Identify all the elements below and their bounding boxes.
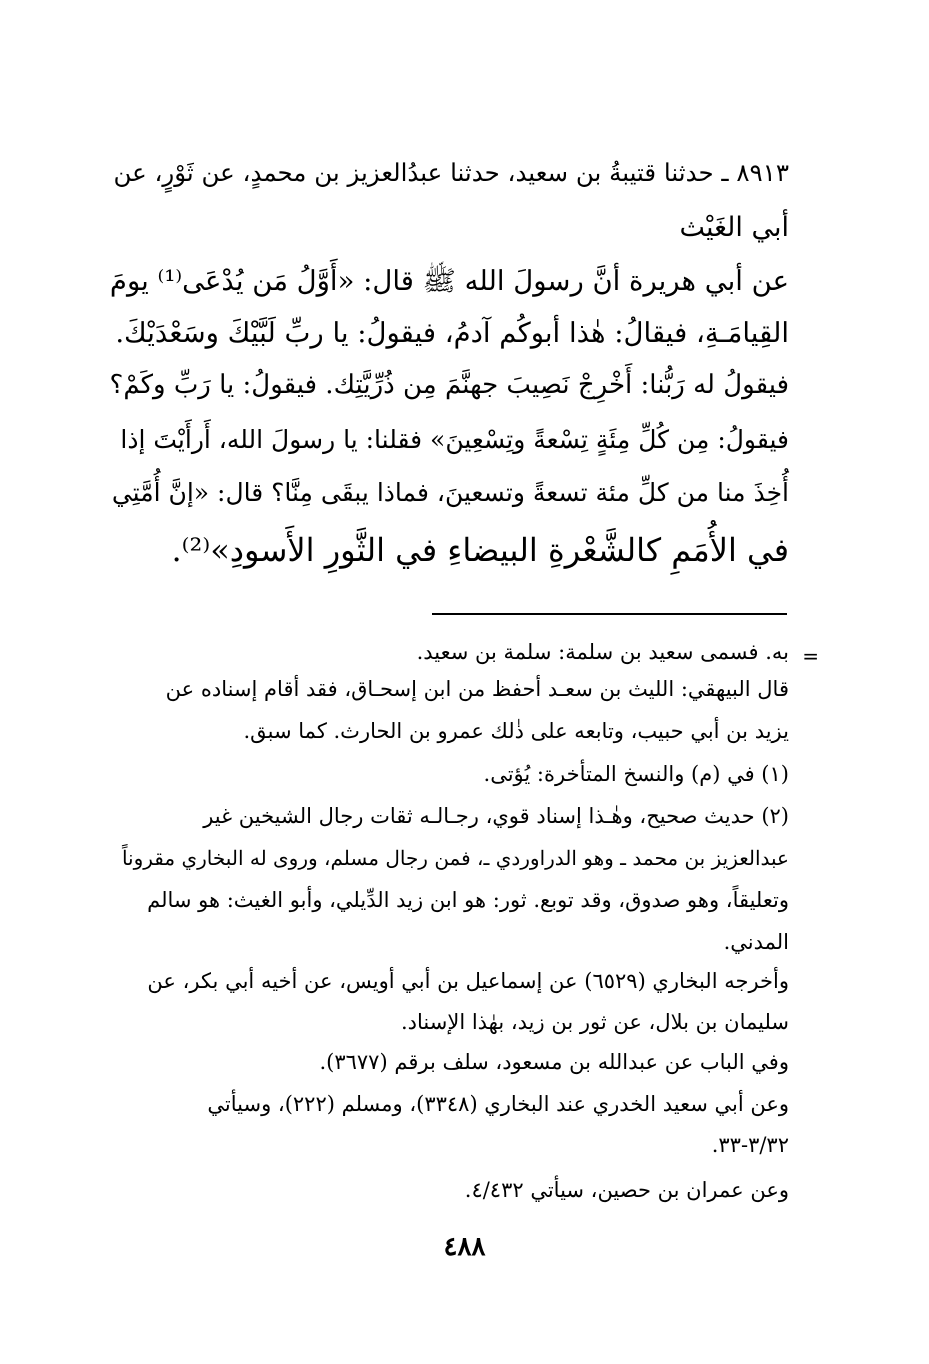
footnote-line: (١) في (م) والنسخ المتأخرة: يُؤتى. (483, 762, 789, 786)
footnote-line: وعن عمران بن حصين، سيأتي ٤/٤٣٢. (464, 1178, 789, 1202)
footnote-line: قال البيهقي: الليث بن سعـد أحفظ من ابن إسحـاق، فقد أقام إسناده عن (165, 677, 789, 701)
matn-line: عن أبي هريرة أنَّ رسولَ الله ﷺ قال: «أَوَّلُ مَن يُدْعَى⁽¹⁾ يومَ (109, 265, 789, 297)
footnote-line: وعن أبي سعيد الخدري عند البخاري (٣٣٤٨)، ومسلم (٢٢٢)، وسيأتي (207, 1092, 789, 1116)
isnad-line: ٨٩١٣ ـ حدثنا قتيبةُ بن سعيد، حدثنا عبدُالعزيز بن محمدٍ، عن ثَوْرٍ، عن (113, 158, 789, 187)
footnote-line: وأخرجه البخاري (٦٥٢٩) عن إسماعيل بن أبي أويس، عن أخيه أبي بكر، عن (147, 969, 789, 993)
footnote-line: به. فسمى سعيد بن سلمة: سلمة بن سعيد. (416, 640, 789, 664)
footnote-line: وتعليقاً، وهو صدوق، وقد توبع. ثور: هو ابن زيد الدِّيلي، وأبو الغيث: هو سالم (147, 888, 789, 912)
footnote-line: المدني. (723, 930, 789, 954)
matn-line: في الأُمَمِ كالشَّعْرةِ البيضاءِ في الثَّورِ الأَسودِ»⁽²⁾. (171, 531, 789, 569)
page-number: ٤٨٨ (443, 1232, 486, 1262)
footnote-continuation-mark: = (802, 644, 819, 668)
footnote-divider (432, 613, 787, 615)
footnote-line: سليمان بن بلال، عن ثور بن زيد، بهٰذا الإسناد. (400, 1010, 789, 1034)
footnote-line: يزيد بن أبي حبيب، وتابعه على ذٰلك عمرو بن الحارث. كما سبق. (243, 719, 789, 743)
footnote-line: (٢) حديث صحيح، وهٰـذا إسناد قوي، رجـالـه ثقات رجال الشيخين غير (203, 804, 789, 828)
matn-line: أُخِذَ منا من كلِّ مئة تسعةً وتسعينَ، فماذا يبقَى مِنَّا؟ قال: «إنَّ أُمَّتِي (111, 478, 789, 507)
footnote-line: ٣/٣٢-٣٣. (711, 1133, 789, 1157)
matn-line: القِيامَـةِ، فيقالُ: هٰذا أبوكُم آدمُ، فيقولُ: يا ربِّ لَبَّيْكَ وسَعْدَيْكَ. (115, 317, 789, 349)
footnote-line: عبدالعزيز بن محمد ـ وهو الدراوردي ـ، فمن رجال مسلم، وروى له البخاري مقروناً (121, 846, 789, 870)
footnote-line: وفي الباب عن عبدالله بن مسعود، سلف برقم (٣٦٧٧). (319, 1050, 789, 1074)
matn-line: فيقولُ له رَبُّنا: أَخْرِجْ نَصِيبَ جهنَّمَ مِن ذُرِّيَّتِك. فيقولُ: يا رَبِّ وكَمْ؟ (109, 370, 789, 400)
matn-line: فيقولُ: مِن كُلِّ مِئَةٍ تِسْعةً وتِسْعِينَ» فقلنا: يا رسولَ الله، أَرأَيْتَ إذا (120, 425, 789, 454)
isnad-line: أبي الغَيْث (679, 212, 789, 243)
